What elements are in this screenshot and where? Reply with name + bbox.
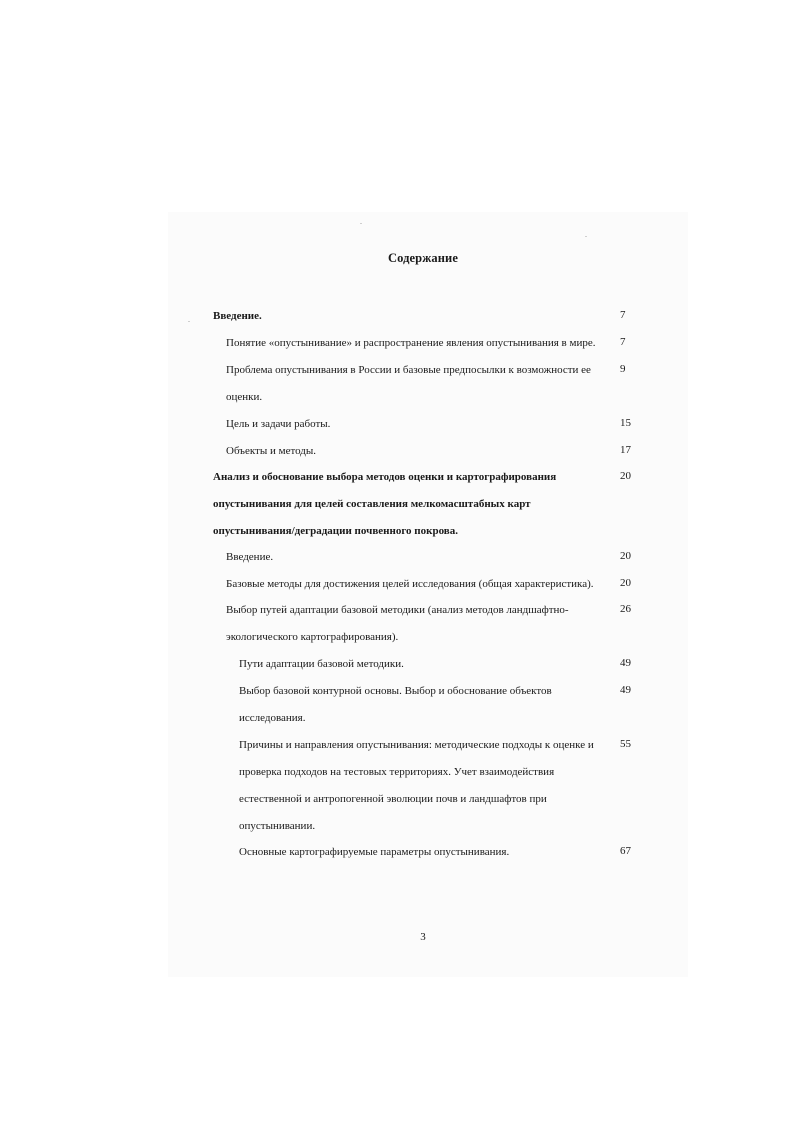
- toc-entry-title: Причины и направления опустынивания: методические подходы к оценке и: [239, 739, 594, 751]
- toc-entry-title-continued: оценки.: [226, 391, 263, 403]
- toc-entry-page: 17: [620, 444, 631, 456]
- toc-entry-title-continued: естественной и антропогенной эволюции почв и ландшафтов при: [239, 793, 547, 805]
- toc-entry-page: 7: [620, 309, 626, 321]
- toc-entry-title: Выбор базовой контурной основы. Выбор и обоснование объектов: [239, 685, 552, 697]
- toc-entry-page: 15: [620, 417, 631, 429]
- toc-entry-title: Цель и задачи работы.: [226, 418, 331, 430]
- toc-entry-page: 9: [620, 363, 626, 375]
- toc-entry-page: 49: [620, 657, 631, 669]
- toc-entry-title: Понятие «опустынивание» и распространение явления опустынивания в мире.: [226, 337, 596, 349]
- toc-entry-page: 20: [620, 550, 631, 562]
- scan-speck: [188, 321, 190, 322]
- toc-entry-title-continued: опустынивания для целей составления мелкомасштабных карт: [213, 498, 531, 510]
- toc-entry-title: Основные картографируемые параметры опустынивания.: [239, 846, 510, 858]
- toc-entry-title: Базовые методы для достижения целей исследования (общая характеристика).: [226, 578, 594, 590]
- page-area: [168, 212, 688, 977]
- toc-entry-title: Введение.: [226, 551, 274, 563]
- toc-entry-title-continued: экологического картографирования).: [226, 631, 399, 643]
- toc-entry-title: Объекты и методы.: [226, 445, 317, 457]
- scan-speck: [360, 223, 362, 224]
- toc-entry-page: 49: [620, 684, 631, 696]
- scan-speck: [585, 236, 587, 237]
- toc-entry-page: 55: [620, 738, 631, 750]
- toc-entry-title: Анализ и обоснование выбора методов оценки и картографирования: [213, 471, 557, 483]
- toc-entry-page: 20: [620, 577, 631, 589]
- toc-entry-page: 20: [620, 470, 631, 482]
- toc-entry-page: 26: [620, 603, 631, 615]
- page-number: 3: [420, 931, 426, 943]
- toc-entry-title-continued: исследования.: [239, 712, 306, 724]
- toc-entry-page: 67: [620, 845, 631, 857]
- toc-entry-title-continued: проверка подходов на тестовых территориях. Учет взаимодействия: [239, 766, 555, 778]
- toc-entry-title-continued: опустынивания/деградации почвенного покрова.: [213, 525, 458, 537]
- toc-entry-page: 7: [620, 336, 626, 348]
- toc-entry-title: Пути адаптации базовой методики.: [239, 658, 404, 670]
- toc-entry-title: Проблема опустынивания в России и базовые предпосылки к возможности ее: [226, 364, 591, 376]
- toc-entry-title: Выбор путей адаптации базовой методики (анализ методов ландшафтно-: [226, 604, 569, 616]
- toc-entry-title-continued: опустынивании.: [239, 820, 316, 832]
- toc-entry-title: Введение.: [213, 310, 262, 322]
- toc-heading: Содержание: [387, 251, 458, 265]
